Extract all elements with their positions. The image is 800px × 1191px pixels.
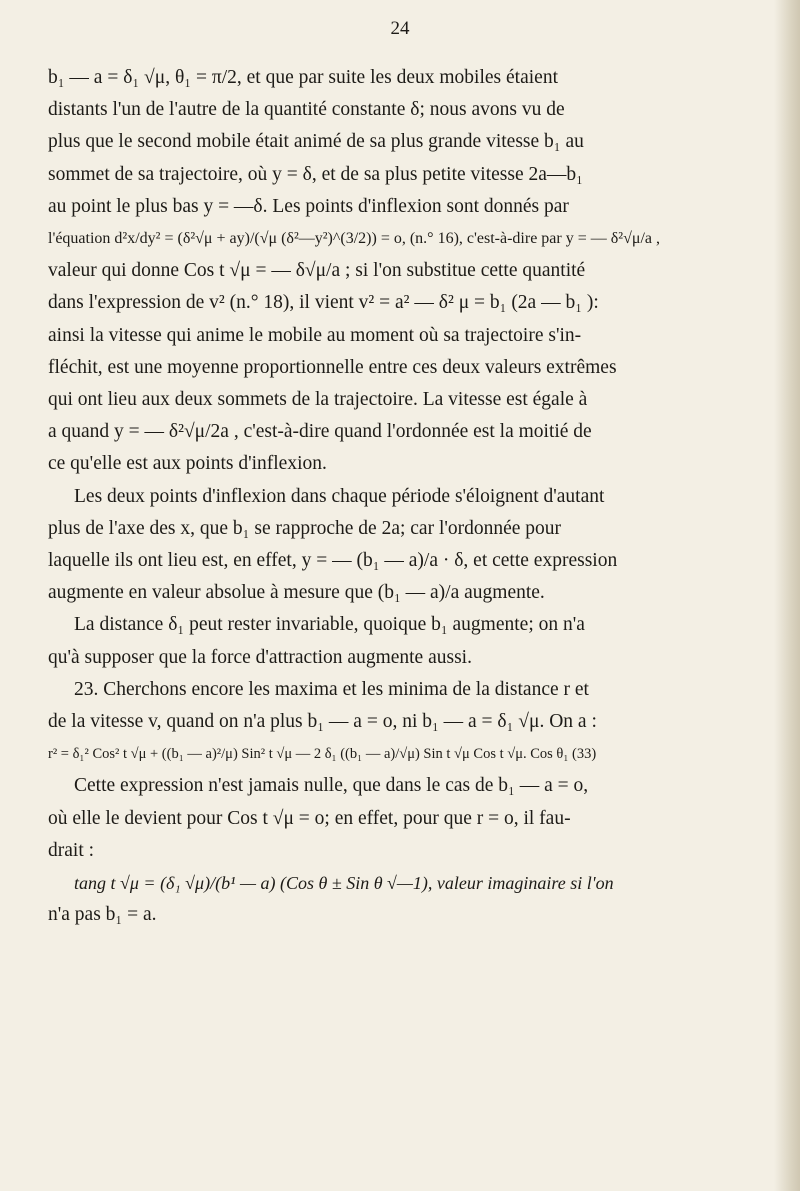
text-line: plus de l'axe des x, que b₁ se rapproche de 2a; car l'ordonnée pour (48, 517, 562, 539)
text-line: fléchit, est une moyenne proportionnelle entre ces deux valeurs extrêmes (48, 356, 617, 378)
text-line: b₁ — a = δ₁ √μ, θ₁ = π/2, et que par suite les deux mobiles étaient (48, 67, 558, 88)
text-line: Cette expression n'est jamais nulle, que dans le cas de b₁ — a = o, (74, 775, 589, 797)
text-line: qui ont lieu aux deux sommets de la trajectoire. La vitesse est égale à (48, 389, 588, 411)
text-line: plus que le second mobile était animé de sa plus grande vitesse b₁ au (48, 131, 584, 153)
text-line: où elle le devient pour Cos t √μ = o; en effet, pour que r = o, il fau- (48, 807, 571, 829)
text-line: dans l'expression de v² (n.° 18), il vient v² = a² — δ² μ = b₁ (2a — b₁ ): (48, 292, 599, 314)
text-line: a quand y = — δ²√μ/2a , c'est-à-dire quand l'ordonnée est la moitié de (48, 421, 592, 443)
text-line: La distance δ₁ peut rester invariable, quoique b₁ augmente; on n'a (74, 614, 585, 636)
text-line: ainsi la vitesse qui anime le mobile au moment où sa trajectoire s'in- (48, 324, 582, 346)
section-heading-line: 23. Cherchons encore les maxima et les minima de la distance r et (74, 678, 589, 700)
equation-line: l'équation d²x/dy² = (δ²√μ + ay)/(√μ (δ²—y²)^(3/2)) = o, (n.° 16), c'est-à-dire par y = — δ²√μ/a , (48, 230, 660, 248)
text-line: Les deux points d'inflexion dans chaque période s'éloignent d'autant (74, 485, 605, 507)
text-line: distants l'un de l'autre de la quantité constante δ; nous avons vu de (48, 99, 565, 121)
text-line: de la vitesse v, quand on n'a plus b₁ — a = o, ni b₁ — a = δ₁ √μ. On a : (48, 711, 597, 733)
text-line: valeur qui donne Cos t √μ = — δ√μ/a ; si l'on substitue cette quantité (48, 260, 586, 282)
page-number: 24 (390, 18, 410, 39)
page-edge-shadow (774, 0, 800, 1191)
text-line: au point le plus bas y = —δ. Les points d'inflexion sont donnés par (48, 195, 569, 217)
equation-line: tang t √μ = (δ₁ √μ)/(b¹ — a) (Cos θ ± Sin θ √—1), valeur imaginaire si l'on (74, 873, 614, 894)
text-line: sommet de sa trajectoire, où y = δ, et de sa plus petite vitesse 2a—b₁ (48, 163, 583, 185)
text-line: laquelle ils ont lieu est, en effet, y = — (b₁ — a)/a · δ, et cette expression (48, 550, 618, 572)
text-line: qu'à supposer que la force d'attraction augmente aussi. (48, 646, 472, 668)
text-line: augmente en valeur absolue à mesure que (b₁ — a)/a augmente. (48, 582, 545, 604)
page-text (48, 62, 752, 931)
text-line: n'a pas b₁ = a. (48, 904, 157, 926)
text-line: ce qu'elle est aux points d'inflexion. (48, 453, 327, 475)
equation-33: r² = δ₁² Cos² t √μ + ((b₁ — a)²/μ) Sin² t √μ — 2 δ₁ ((b₁ — a)/√μ) Sin t √μ Cos t √μ. Cos θ₁ (33) (48, 746, 597, 763)
text-line: drait : (48, 839, 95, 861)
